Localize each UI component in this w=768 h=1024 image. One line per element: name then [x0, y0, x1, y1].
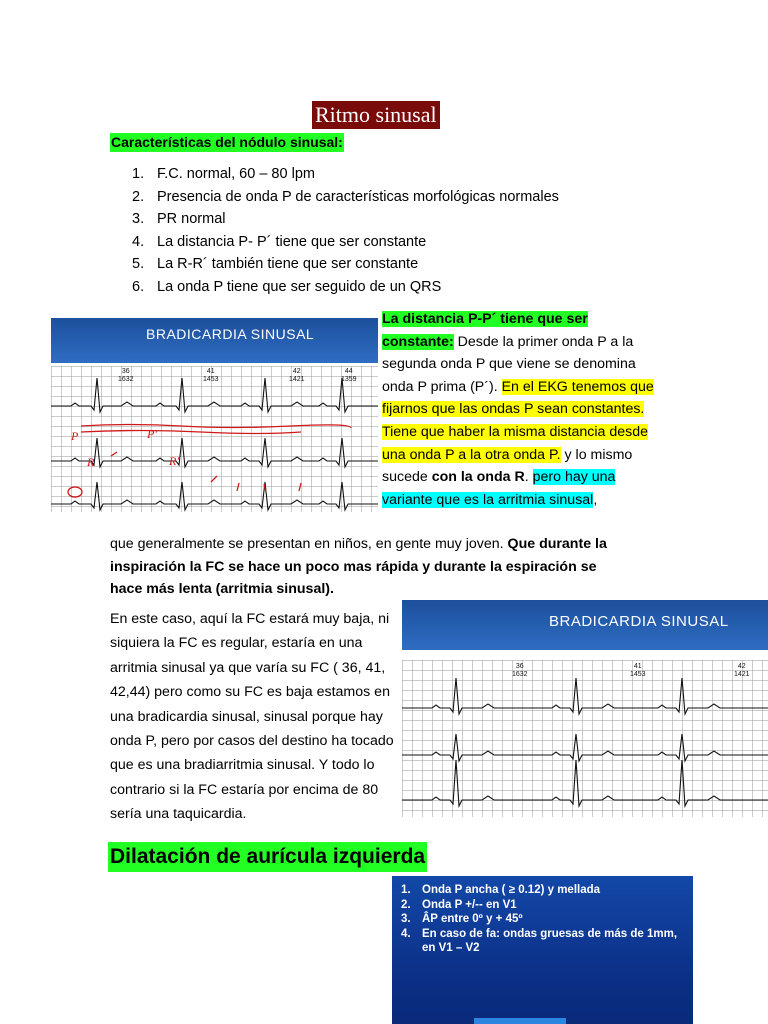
list-item: 3. ÂP entre 0º y + 45º	[401, 913, 523, 926]
list-item: 1. F.C. normal, 60 – 80 lpm	[132, 166, 315, 182]
list-item: 4. En caso de fa: ondas gruesas de más de 1mm, en V1 – V2	[401, 927, 678, 955]
ekg-trace	[51, 366, 378, 512]
ekg-figure-bradicardia-2	[402, 600, 768, 817]
ekg-banner: BRADICARDIA SINUSAL	[402, 600, 768, 650]
paragraph-pp-distance: La distancia P-P´ tiene que ser constante: Desde la primer onda P a la segunda onda P que viene se denomina onda P prima (P´). En el EKG tenemos que fijarnos que las ondas P sean constantes. Tiene que haber la misma distancia desde una onda P a la otra onda P. y lo mismo sucede con la onda R. pero hay una variante que es la arritmia sinusal,	[382, 311, 654, 508]
slide-dilatacion	[392, 876, 693, 1024]
annotation-p-prime: P'	[147, 427, 157, 441]
slide-footer-bar	[474, 1018, 566, 1024]
list-item: 1. Onda P ancha ( ≥ 0.12) y mellada	[401, 884, 601, 896]
slide-list	[401, 883, 686, 956]
list-item: 2. Onda P +/-- en V1	[401, 898, 517, 911]
annotation-r-prime: R'	[169, 454, 179, 468]
list-item: 5. La R-R´ también tiene que ser constante	[132, 256, 419, 273]
paragraph-caso: En este caso, aquí la FC estará muy baja, ni siquiera la FC es regular, estaría en una arritmia sinusal ya que varía su FC ( 36, 41, 42,44) pero como su FC es baja estamos en una bradicardia sinusal, sinusal porque hay onda P, pero por casos del destino ha tocado que es una bradiarritmia sinusal. Y todo lo contrario si la FC estaría por encima de 80 sería una taquicardia.	[110, 611, 394, 823]
ekg-trace	[402, 660, 768, 817]
ekg-strip: 36 1632 41 1453 42 1421	[402, 660, 768, 817]
annotation-r: R	[87, 455, 95, 469]
list-item: 4. La distancia P- P´ tiene que ser constante	[132, 233, 427, 250]
section-subheading: Características del nódulo sinusal:	[111, 134, 343, 150]
list-item: 6. La onda P tiene que ser seguido de un QRS	[132, 278, 442, 295]
section-heading-dilatacion: Dilatación de aurícula izquierda	[108, 842, 427, 872]
page-title: Ritmo sinusal	[312, 101, 440, 129]
annotation-p: P	[71, 429, 79, 443]
paragraph-arritmia: que generalmente se presentan en niños, en gente muy joven. Que durante la inspiración la FC se hace un poco mas rápida y durante la espiración se hace más lenta (arritmia sinusal).	[110, 536, 607, 598]
ekg-banner: BRADICARDIA SINUSAL	[51, 318, 378, 363]
ekg-strip: 36 1632 41 1453 42 1421 44 1359 P P' R R'	[51, 366, 378, 512]
list-item: 3. PR normal	[132, 211, 226, 228]
ekg-figure-bradicardia	[51, 318, 378, 512]
list-item: 2. Presencia de onda P de características morfológicas normales	[132, 188, 559, 205]
characteristics-list	[132, 163, 559, 299]
cursor-icon	[703, 1011, 716, 1023]
